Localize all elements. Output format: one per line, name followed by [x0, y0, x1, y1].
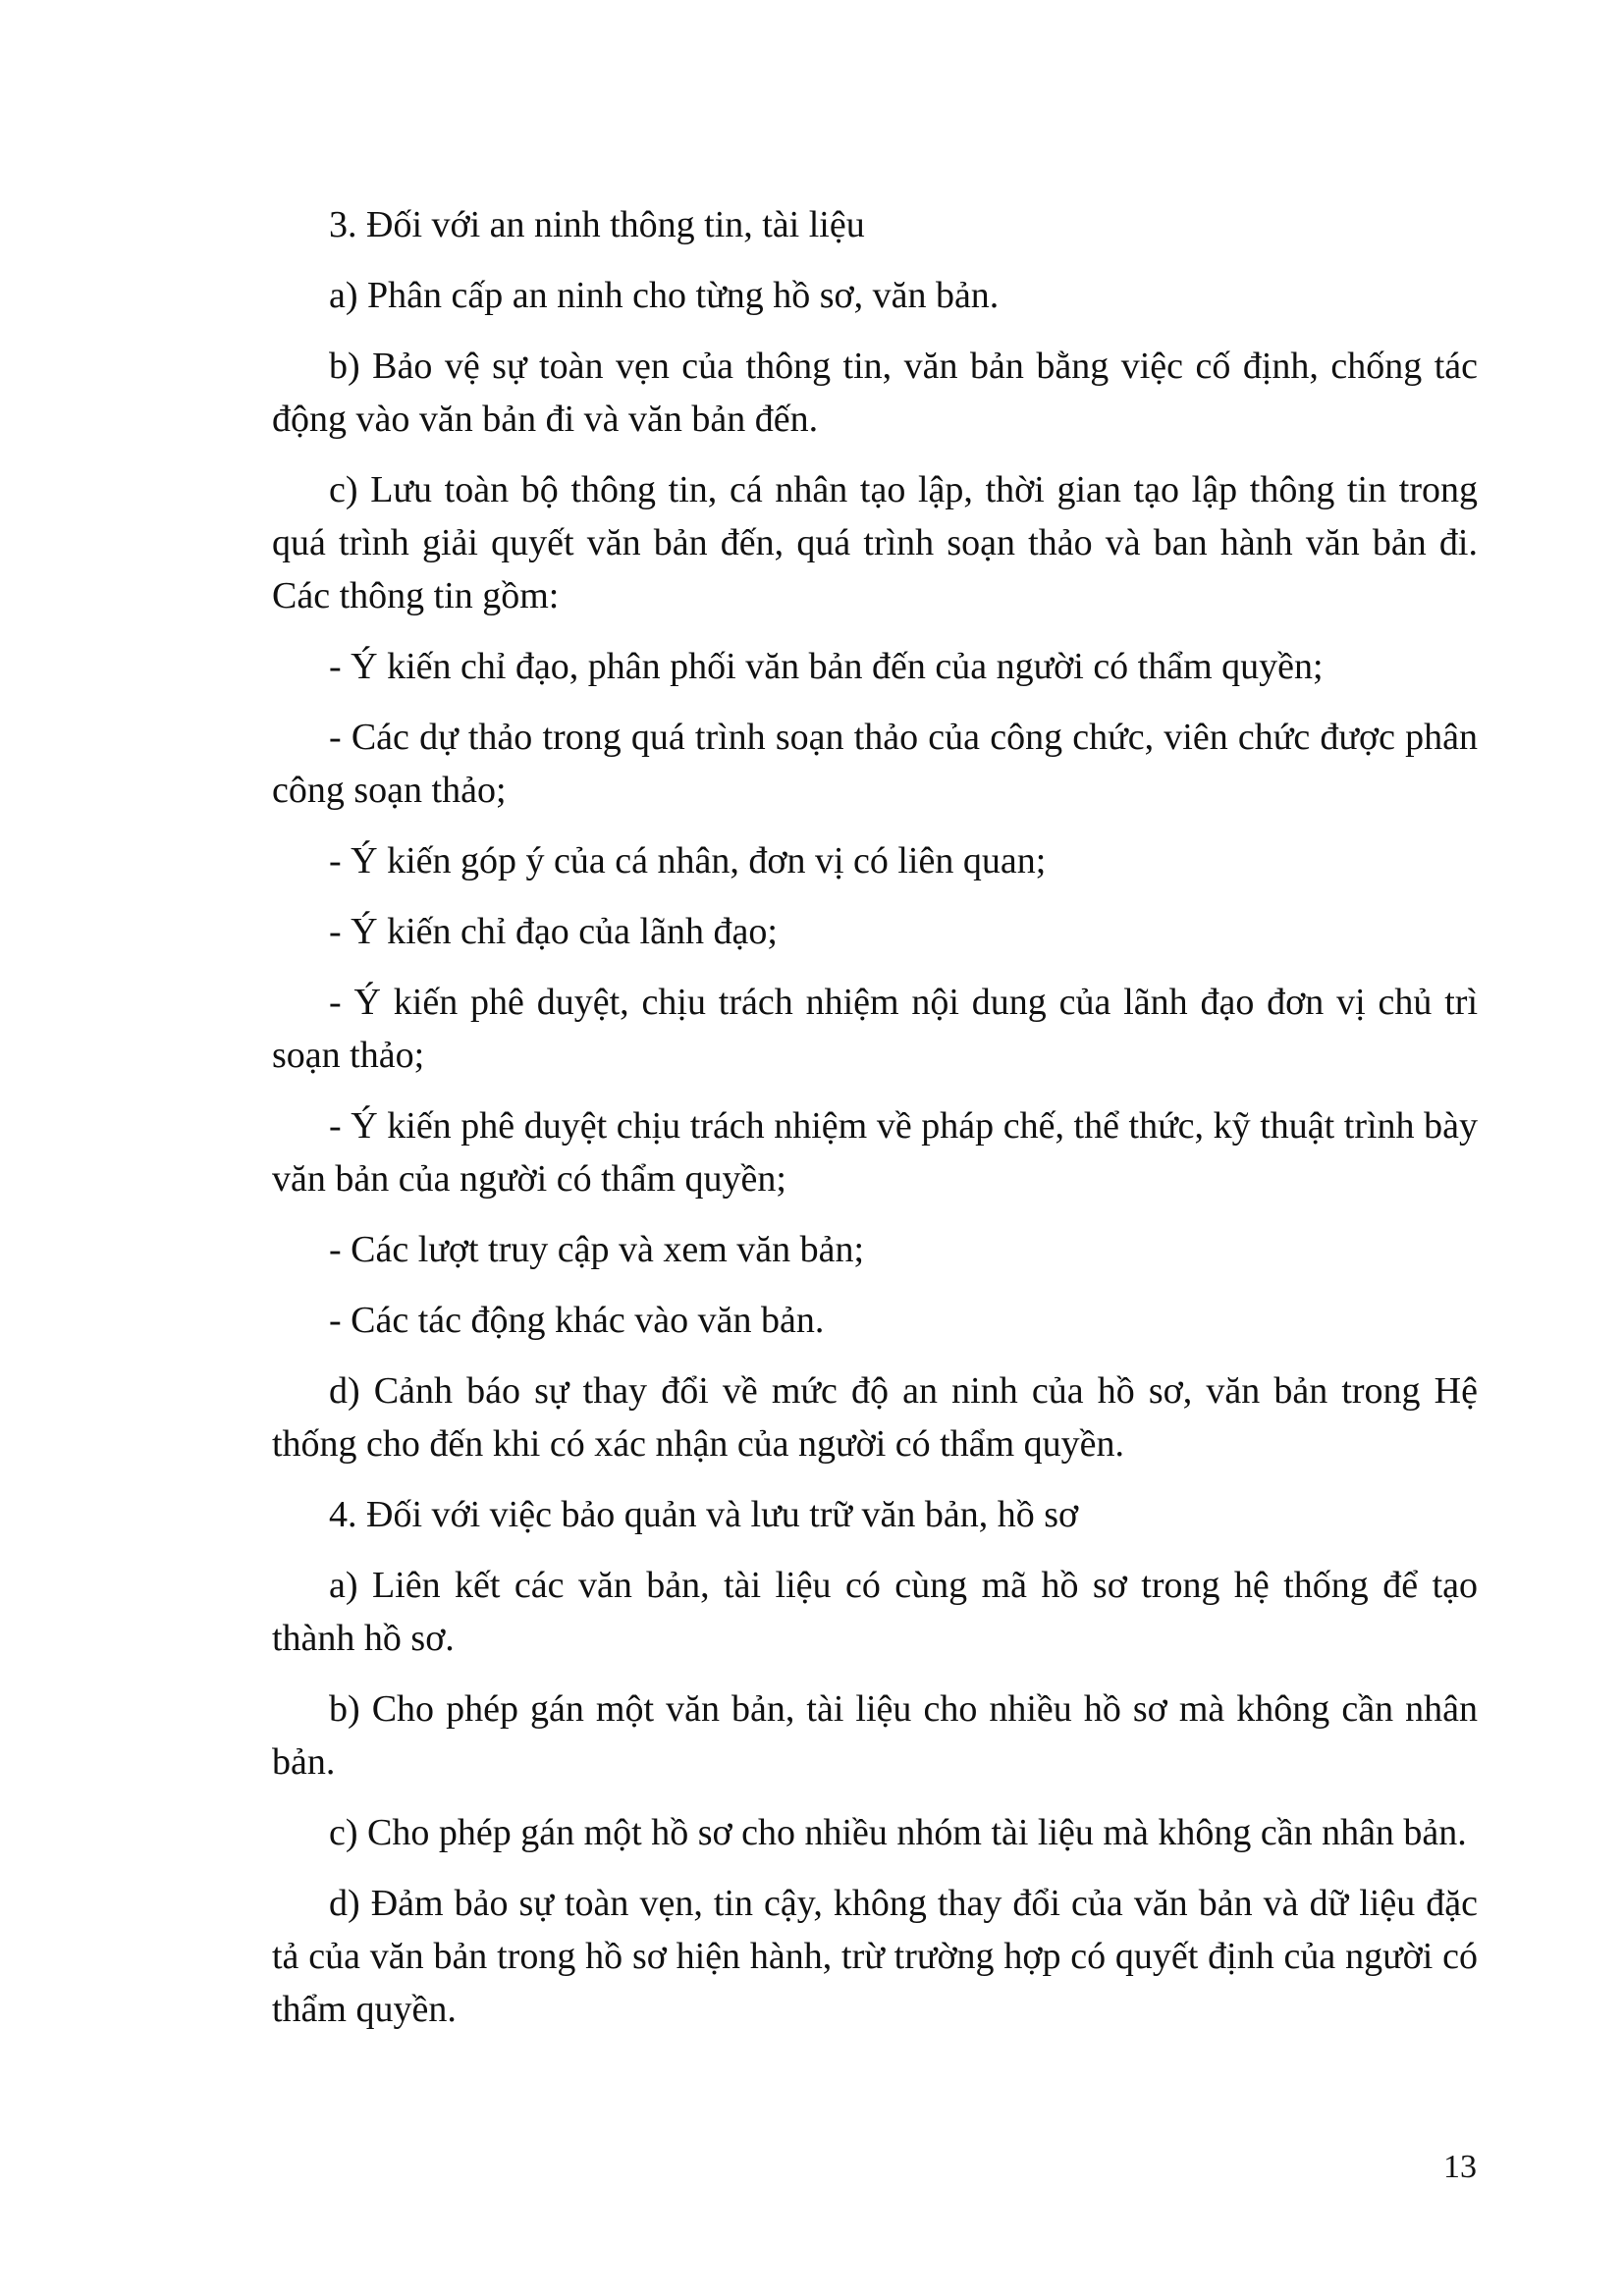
page-number: 13 [1443, 2149, 1477, 2185]
list-item: - Các tác động khác vào văn bản. [329, 1300, 825, 1341]
paragraph-3d: d) Cảnh báo sự thay đổi về mức độ an ninh của hồ sơ, văn bản trong Hệ thống cho đến khi có xác nhận của người có thẩm quyền. [272, 1370, 1478, 1465]
paragraph-3b: b) Bảo vệ sự toàn vẹn của thông tin, văn bản bằng việc cố định, chống tác động vào văn bản đi và văn bản đến. [272, 346, 1478, 440]
list-item: - Ý kiến phê duyệt, chịu trách nhiệm nội dung của lãnh đạo đơn vị chủ trì soạn thảo; [272, 982, 1478, 1076]
paragraph-3c: c) Lưu toàn bộ thông tin, cá nhân tạo lập, thời gian tạo lập thông tin trong quá trình giải quyết văn bản đến, quá trình soạn thảo và ban hành văn bản đi. Các thông tin gồm: [272, 469, 1478, 616]
list-item: - Ý kiến chỉ đạo, phân phối văn bản đến của người có thẩm quyền; [329, 646, 1324, 687]
document-body [272, 198, 1478, 2054]
list-item: - Các dự thảo trong quá trình soạn thảo của công chức, viên chức được phân công soạn thảo; [272, 717, 1478, 811]
paragraph-4d: d) Đảm bảo sự toàn vẹn, tin cậy, không thay đổi của văn bản và dữ liệu đặc tả của văn bản trong hồ sơ hiện hành, trừ trường hợp có quyết định của người có thẩm quyền. [272, 1883, 1478, 2030]
list-item: - Ý kiến phê duyệt chịu trách nhiệm về pháp chế, thể thức, kỹ thuật trình bày văn bản của người có thẩm quyền; [272, 1105, 1478, 1200]
heading-section-4: 4. Đối với việc bảo quản và lưu trữ văn bản, hồ sơ [329, 1494, 1079, 1535]
list-item: - Ý kiến góp ý của cá nhân, đơn vị có liên quan; [329, 840, 1047, 881]
list-item: - Ý kiến chỉ đạo của lãnh đạo; [329, 911, 778, 952]
paragraph-4a: a) Liên kết các văn bản, tài liệu có cùng mã hồ sơ trong hệ thống để tạo thành hồ sơ. [272, 1565, 1478, 1659]
paragraph-4c: c) Cho phép gán một hồ sơ cho nhiều nhóm tài liệu mà không cần nhân bản. [329, 1812, 1467, 1853]
paragraph-4b: b) Cho phép gán một văn bản, tài liệu cho nhiều hồ sơ mà không cần nhân bản. [272, 1688, 1478, 1783]
heading-section-3: 3. Đối với an ninh thông tin, tài liệu [329, 204, 865, 245]
list-item: - Các lượt truy cập và xem văn bản; [329, 1229, 865, 1270]
paragraph-3a: a) Phân cấp an ninh cho từng hồ sơ, văn bản. [329, 275, 1000, 316]
